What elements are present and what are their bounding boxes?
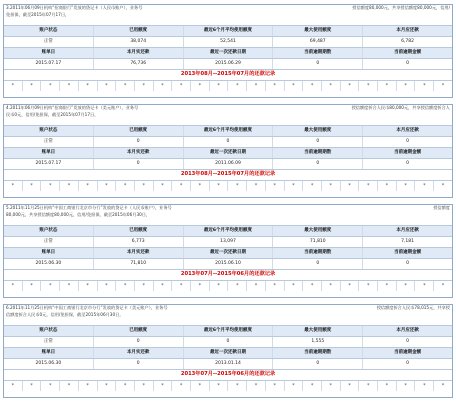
table-row bbox=[4, 358, 452, 369]
repayment-status-cell: * bbox=[134, 281, 153, 291]
record-description-line2: 80,000元，共享授信额度80,000元，信用/免担保，截至2015年06月30日， bbox=[6, 211, 151, 217]
header-cell: 本月实还款 bbox=[93, 248, 183, 258]
value-cell: 7,181 bbox=[362, 237, 452, 247]
value-cell: 0 bbox=[272, 259, 362, 269]
table-row bbox=[4, 258, 452, 269]
table-header-row bbox=[4, 47, 452, 58]
value-cell: 0 bbox=[93, 159, 183, 169]
value-cell: 2015.07.17 bbox=[35, 60, 62, 66]
value-cell: 69,487 bbox=[272, 37, 362, 47]
overdue-header-cell: 当前逾期期数 bbox=[272, 348, 362, 358]
repayment-status-cell: * bbox=[171, 281, 190, 291]
repayment-status-cell: * bbox=[246, 181, 265, 191]
overdue-header-cell: 当前逾期金额 bbox=[362, 48, 452, 58]
overdue-header-cell: 当前逾期金额 bbox=[362, 348, 452, 358]
repayment-status-cell: * bbox=[11, 82, 15, 89]
header-cell: 最近一次还款日期 bbox=[183, 148, 273, 158]
value-cell: 0 bbox=[362, 337, 452, 347]
repayment-status-cell: * bbox=[433, 81, 452, 91]
repayment-status-cell: * bbox=[302, 181, 321, 191]
header-cell: 最近一次还款日期 bbox=[183, 348, 273, 358]
value-cell: 0 bbox=[93, 337, 183, 347]
repayment-status-cell: * bbox=[227, 81, 246, 91]
value-cell: 正常 bbox=[43, 338, 53, 344]
value-cell: 0 bbox=[362, 259, 452, 269]
repayment-status-cell: * bbox=[377, 381, 396, 391]
value-cell: 0 bbox=[272, 59, 362, 69]
repayment-status-cell: * bbox=[115, 81, 134, 91]
table-header-row bbox=[4, 225, 452, 236]
repayment-status-cell: * bbox=[115, 281, 134, 291]
value-cell: 正常 bbox=[43, 38, 53, 44]
repayment-status-cell: * bbox=[358, 281, 377, 291]
overdue-header-cell: 当前逾期期数 bbox=[272, 48, 362, 58]
repayment-status-row bbox=[4, 380, 452, 391]
repayment-status-cell: * bbox=[11, 182, 15, 189]
value-cell: 正常 bbox=[43, 238, 53, 244]
record-description-right: 授信额度折合人民币78,015元，共享授 bbox=[376, 305, 450, 310]
repayment-status-cell: * bbox=[40, 181, 59, 191]
repayment-status-cell: * bbox=[396, 381, 415, 391]
table-header-row bbox=[4, 125, 452, 136]
header-cell: 最近6个月平均使用额度 bbox=[183, 226, 273, 236]
repayment-status-cell: * bbox=[265, 181, 284, 191]
header-cell: 已用额度 bbox=[93, 26, 183, 36]
repayment-status-cell: * bbox=[22, 181, 41, 191]
record-description bbox=[6, 305, 450, 325]
repayment-status-cell: * bbox=[340, 81, 359, 91]
repayment-status-cell: * bbox=[358, 381, 377, 391]
record-description-right: 授信额度80,000元，共享授信额度80,000元，信用/ bbox=[352, 5, 450, 10]
value-cell: 13,097 bbox=[183, 237, 273, 247]
repayment-status-cell: * bbox=[22, 81, 41, 91]
repayment-status-cell: * bbox=[115, 181, 134, 191]
table-header-row bbox=[4, 247, 452, 258]
record-table bbox=[4, 225, 452, 291]
credit-card-record-6 bbox=[3, 304, 453, 398]
repayment-status-cell: * bbox=[284, 381, 303, 391]
value-cell: 2015.06.30 bbox=[35, 360, 62, 366]
repayment-status-cell: * bbox=[302, 81, 321, 91]
header-cell: 本月实还款 bbox=[93, 348, 183, 358]
repayment-status-cell: * bbox=[414, 181, 433, 191]
value-cell: 6,773 bbox=[93, 237, 183, 247]
value-cell: 0 bbox=[362, 59, 452, 69]
header-cell: 账单日 bbox=[41, 349, 56, 355]
table-header-row bbox=[4, 325, 452, 336]
repayment-status-cell: * bbox=[78, 81, 97, 91]
overdue-header-cell: 当前逾期期数 bbox=[272, 148, 362, 158]
repayment-status-cell: * bbox=[190, 281, 209, 291]
repayment-record-title: 2013年08月--2015年07月的还款记录 bbox=[4, 69, 452, 80]
repayment-status-cell: * bbox=[414, 381, 433, 391]
repayment-status-cell: * bbox=[246, 281, 265, 291]
repayment-status-cell: * bbox=[284, 81, 303, 91]
repayment-status-cell: * bbox=[171, 381, 190, 391]
repayment-status-cell: * bbox=[302, 281, 321, 291]
overdue-header-cell: 当前逾期金额 bbox=[362, 248, 452, 258]
repayment-status-cell: * bbox=[153, 381, 172, 391]
repayment-status-cell: * bbox=[190, 181, 209, 191]
repayment-status-cell: * bbox=[11, 382, 15, 389]
record-description-left: 6.2011年11月25日机构“中国工商银行北京市分行”发放的贷记卡（美元账户），业务号 bbox=[6, 305, 168, 310]
value-cell: 2015.06.30 bbox=[35, 260, 62, 266]
value-cell: 0 bbox=[183, 337, 273, 347]
header-cell: 最近6个月平均使用额度 bbox=[183, 326, 273, 336]
repayment-status-cell: * bbox=[209, 381, 228, 391]
record-description bbox=[6, 205, 450, 225]
credit-card-record-4 bbox=[3, 104, 453, 198]
table-row bbox=[4, 336, 452, 347]
repayment-status-cell: * bbox=[284, 181, 303, 191]
repayment-status-cell: * bbox=[414, 281, 433, 291]
value-cell: 0 bbox=[183, 137, 273, 147]
table-header-row bbox=[4, 147, 452, 158]
repayment-status-cell: * bbox=[377, 181, 396, 191]
table-row bbox=[4, 136, 452, 147]
header-cell: 账单日 bbox=[41, 49, 56, 55]
repayment-status-cell: * bbox=[78, 181, 97, 191]
repayment-status-cell: * bbox=[40, 381, 59, 391]
repayment-status-cell: * bbox=[265, 81, 284, 91]
header-cell: 最近一次还款日期 bbox=[183, 48, 273, 58]
table-row bbox=[4, 36, 452, 47]
record-description-left: 4.2011年06月09日机构“招商银行”发放的贷记卡（美元账户），业务号 bbox=[6, 105, 139, 110]
repayment-status-cell: * bbox=[227, 281, 246, 291]
value-cell: 正常 bbox=[43, 138, 53, 144]
repayment-status-cell: * bbox=[265, 281, 284, 291]
repayment-status-cell: * bbox=[134, 81, 153, 91]
header-cell: 已用额度 bbox=[93, 326, 183, 336]
repayment-status-cell: * bbox=[284, 281, 303, 291]
header-cell: 最大使用额度 bbox=[272, 126, 362, 136]
header-cell: 最大使用额度 bbox=[272, 26, 362, 36]
repayment-status-cell: * bbox=[59, 81, 78, 91]
header-cell: 本月实还款 bbox=[93, 148, 183, 158]
repayment-record-title: 2013年07月--2015年06月的还款记录 bbox=[4, 369, 452, 380]
repayment-status-cell: * bbox=[302, 381, 321, 391]
header-cell: 账单日 bbox=[41, 149, 56, 155]
header-cell: 本月应还款 bbox=[362, 326, 452, 336]
credit-card-record-3 bbox=[3, 4, 453, 98]
repayment-status-cell: * bbox=[153, 81, 172, 91]
table-header-row bbox=[4, 347, 452, 358]
value-cell: 2015.06.10 bbox=[183, 259, 273, 269]
repayment-status-cell: * bbox=[396, 181, 415, 191]
record-description bbox=[6, 5, 450, 25]
repayment-status-cell: * bbox=[433, 281, 452, 291]
repayment-status-cell: * bbox=[396, 281, 415, 291]
header-cell: 账单日 bbox=[41, 249, 56, 255]
repayment-status-cell: * bbox=[358, 81, 377, 91]
repayment-status-cell: * bbox=[153, 281, 172, 291]
repayment-status-cell: * bbox=[377, 81, 396, 91]
value-cell: 0 bbox=[362, 359, 452, 369]
repayment-status-cell: * bbox=[321, 281, 340, 291]
header-cell: 最近6个月平均使用额度 bbox=[183, 26, 273, 36]
repayment-status-cell: * bbox=[97, 381, 116, 391]
repayment-status-cell: * bbox=[433, 181, 452, 191]
repayment-status-cell: * bbox=[22, 381, 41, 391]
record-table bbox=[4, 125, 452, 191]
record-description bbox=[6, 105, 450, 125]
repayment-record-title: 2013年08月--2015年07月的还款记录 bbox=[4, 169, 452, 180]
table-header-row bbox=[4, 25, 452, 36]
record-description-left: 3.2011年06月09日机构“招商银行”发放的贷记卡（人民币账户），业务号 bbox=[6, 5, 143, 10]
repayment-status-cell: * bbox=[321, 181, 340, 191]
header-cell: 已用额度 bbox=[93, 126, 183, 136]
record-description-line2: 免担保，截至2015年07月17日， bbox=[6, 11, 70, 17]
repayment-status-cell: * bbox=[414, 81, 433, 91]
repayment-status-cell: * bbox=[59, 281, 78, 291]
repayment-status-cell: * bbox=[153, 181, 172, 191]
repayment-status-row bbox=[4, 180, 452, 191]
value-cell: 0 bbox=[362, 159, 452, 169]
header-cell: 账户状态 bbox=[39, 327, 58, 333]
repayment-status-cell: * bbox=[97, 281, 116, 291]
record-description-left: 5.2011年11月25日机构“中国工商银行北京市分行”发放的贷记卡（人民币账户），业务号 bbox=[6, 205, 172, 210]
value-cell: 0 bbox=[272, 359, 362, 369]
repayment-record-title: 2013年07月--2015年06月的还款记录 bbox=[4, 269, 452, 280]
header-cell: 本月应还款 bbox=[362, 26, 452, 36]
repayment-status-cell: * bbox=[134, 381, 153, 391]
header-cell: 最大使用额度 bbox=[272, 326, 362, 336]
record-description-right: 授信额度折合人民币80,000元，共享授信额度折合人 bbox=[351, 105, 450, 110]
value-cell: 2015.07.17 bbox=[35, 160, 62, 166]
repayment-status-cell: * bbox=[340, 181, 359, 191]
value-cell: 0 bbox=[93, 359, 183, 369]
repayment-status-cell: * bbox=[209, 281, 228, 291]
repayment-status-cell: * bbox=[209, 181, 228, 191]
header-cell: 本月应还款 bbox=[362, 226, 452, 236]
table-row bbox=[4, 236, 452, 247]
repayment-status-cell: * bbox=[321, 81, 340, 91]
header-cell: 最近一次还款日期 bbox=[183, 248, 273, 258]
overdue-header-cell: 当前逾期金额 bbox=[362, 148, 452, 158]
record-description-line2: 民币0元，信用/免担保，截至2015年07月17日， bbox=[6, 111, 99, 117]
header-cell: 账户状态 bbox=[39, 127, 58, 133]
value-cell: 0 bbox=[272, 159, 362, 169]
repayment-status-cell: * bbox=[40, 281, 59, 291]
header-cell: 最大使用额度 bbox=[272, 226, 362, 236]
repayment-status-cell: * bbox=[78, 281, 97, 291]
repayment-status-cell: * bbox=[22, 281, 41, 291]
repayment-status-cell: * bbox=[358, 181, 377, 191]
repayment-status-cell: * bbox=[377, 281, 396, 291]
record-table bbox=[4, 325, 452, 391]
repayment-status-cell: * bbox=[246, 81, 265, 91]
value-cell: 71,810 bbox=[272, 237, 362, 247]
value-cell: 52,541 bbox=[183, 37, 273, 47]
value-cell: 0 bbox=[362, 137, 452, 147]
overdue-header-cell: 当前逾期期数 bbox=[272, 248, 362, 258]
header-cell: 本月应还款 bbox=[362, 126, 452, 136]
value-cell: 2013.01.14 bbox=[183, 359, 273, 369]
repayment-status-cell: * bbox=[59, 181, 78, 191]
repayment-status-cell: * bbox=[227, 181, 246, 191]
table-row bbox=[4, 158, 452, 169]
credit-card-record-5 bbox=[3, 204, 453, 298]
value-cell: 2015.06.29 bbox=[183, 59, 273, 69]
repayment-status-row bbox=[4, 280, 452, 291]
repayment-status-cell: * bbox=[59, 381, 78, 391]
repayment-status-cell: * bbox=[209, 81, 228, 91]
repayment-status-cell: * bbox=[321, 381, 340, 391]
repayment-status-cell: * bbox=[97, 181, 116, 191]
repayment-status-cell: * bbox=[171, 81, 190, 91]
record-description-right: 授信额度 bbox=[433, 205, 450, 210]
header-cell: 本月实还款 bbox=[93, 48, 183, 58]
value-cell: 0 bbox=[272, 137, 362, 147]
value-cell: 1,555 bbox=[272, 337, 362, 347]
repayment-status-cell: * bbox=[40, 81, 59, 91]
repayment-status-cell: * bbox=[340, 381, 359, 391]
repayment-status-cell: * bbox=[78, 381, 97, 391]
repayment-status-cell: * bbox=[190, 381, 209, 391]
repayment-status-cell: * bbox=[11, 282, 15, 289]
value-cell: 2011.06.09 bbox=[183, 159, 273, 169]
repayment-status-row bbox=[4, 80, 452, 91]
header-cell: 账户状态 bbox=[39, 227, 58, 233]
value-cell: 71,810 bbox=[93, 259, 183, 269]
header-cell: 账户状态 bbox=[39, 27, 58, 33]
repayment-status-cell: * bbox=[171, 181, 190, 191]
value-cell: 76,736 bbox=[93, 59, 183, 69]
repayment-status-cell: * bbox=[115, 381, 134, 391]
repayment-status-cell: * bbox=[227, 381, 246, 391]
value-cell: 38,074 bbox=[93, 37, 183, 47]
repayment-status-cell: * bbox=[433, 381, 452, 391]
table-row bbox=[4, 58, 452, 69]
value-cell: 0 bbox=[93, 137, 183, 147]
repayment-status-cell: * bbox=[265, 381, 284, 391]
record-description-line2: 信额度折合人民币0元，信用/免担保，截至2015年06月30日， bbox=[6, 311, 124, 317]
header-cell: 最近6个月平均使用额度 bbox=[183, 126, 273, 136]
repayment-status-cell: * bbox=[134, 181, 153, 191]
value-cell: 6,782 bbox=[362, 37, 452, 47]
repayment-status-cell: * bbox=[190, 81, 209, 91]
repayment-status-cell: * bbox=[340, 281, 359, 291]
repayment-status-cell: * bbox=[396, 81, 415, 91]
repayment-status-cell: * bbox=[246, 381, 265, 391]
repayment-status-cell: * bbox=[97, 81, 116, 91]
record-table bbox=[4, 25, 452, 91]
header-cell: 已用额度 bbox=[93, 226, 183, 236]
